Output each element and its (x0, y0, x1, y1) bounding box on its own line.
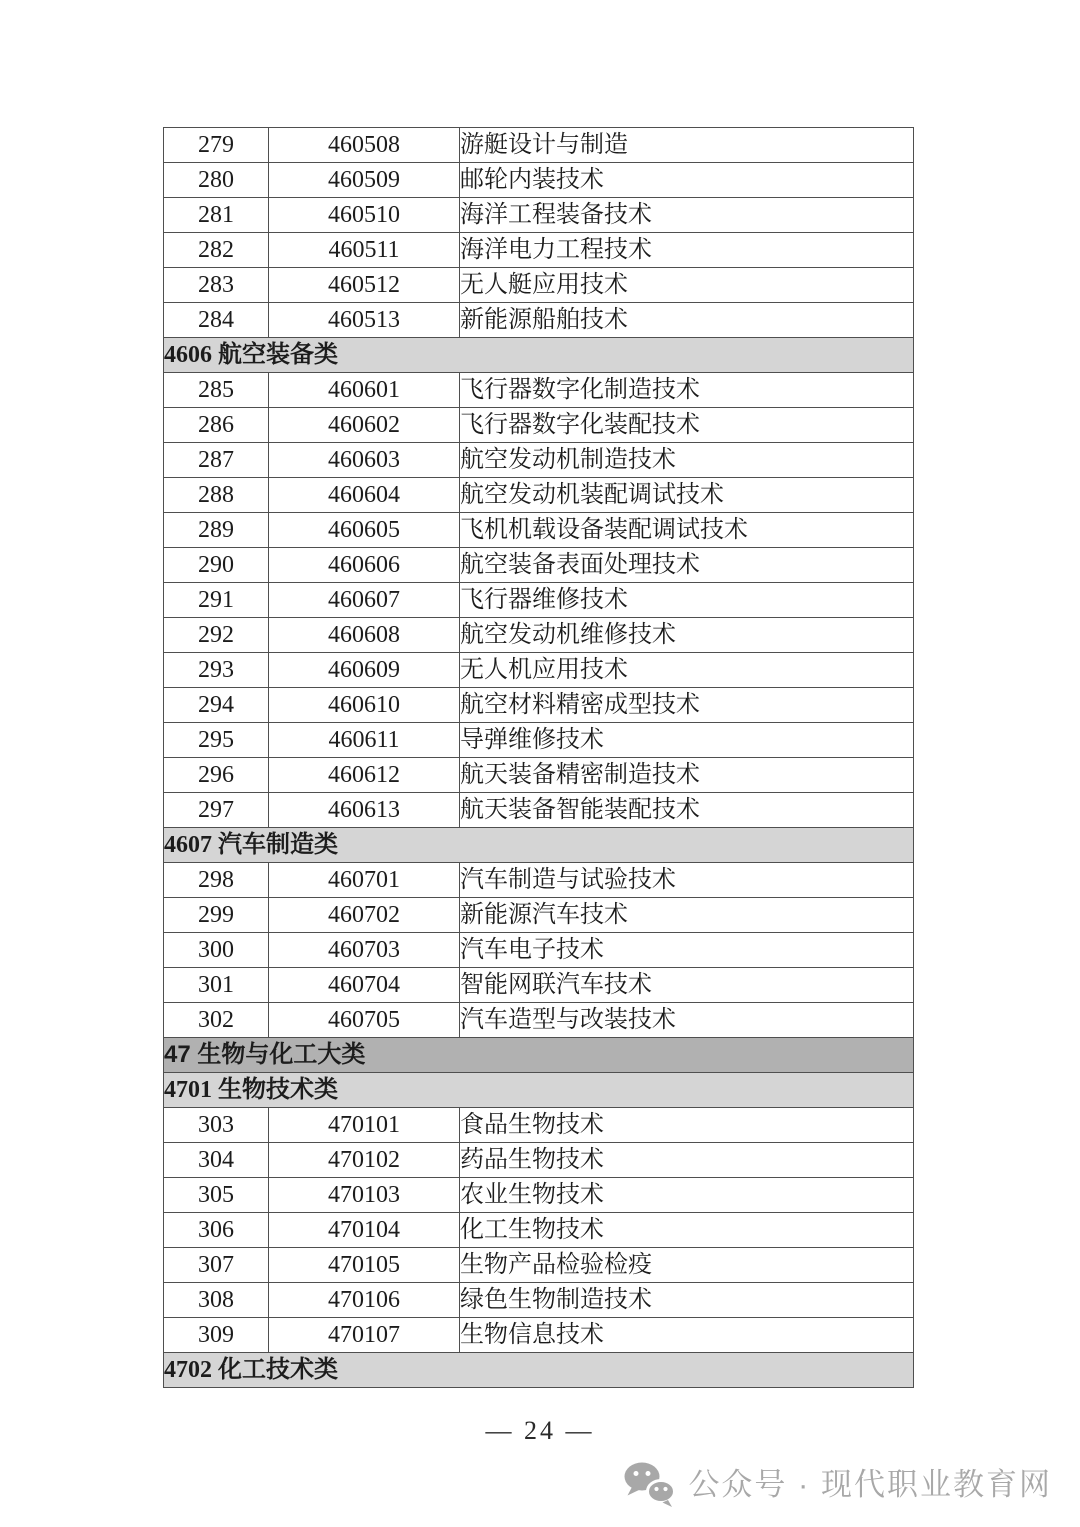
table-row (164, 1213, 914, 1248)
table-row (164, 548, 914, 583)
seq-cell: 293 (164, 653, 269, 688)
code-cell: 460702 (269, 898, 460, 933)
table-row (164, 1318, 914, 1353)
name-cell: 新能源汽车技术 (460, 898, 914, 933)
seq-cell: 296 (164, 758, 269, 793)
code-cell: 460703 (269, 933, 460, 968)
table-row (164, 968, 914, 1003)
name-cell: 航空材料精密成型技术 (460, 688, 914, 723)
section-header-label: 4607 汽车制造类 (164, 828, 914, 863)
code-cell: 460611 (269, 723, 460, 758)
code-cell: 460513 (269, 303, 460, 338)
name-cell: 无人艇应用技术 (460, 268, 914, 303)
seq-cell: 280 (164, 163, 269, 198)
seq-cell: 289 (164, 513, 269, 548)
seq-cell: 292 (164, 618, 269, 653)
table-row (164, 1108, 914, 1143)
specialty-code-table (163, 127, 914, 1388)
table-row (164, 933, 914, 968)
section-header-row (164, 1073, 914, 1108)
code-cell: 460704 (269, 968, 460, 1003)
table-row (164, 793, 914, 828)
seq-cell: 300 (164, 933, 269, 968)
page-number: — 24 — (485, 1416, 595, 1445)
table-row (164, 1143, 914, 1178)
table-row (164, 198, 914, 233)
table-row (164, 618, 914, 653)
name-cell: 航空装备表面处理技术 (460, 548, 914, 583)
table-row (164, 688, 914, 723)
name-cell: 航空发动机制造技术 (460, 443, 914, 478)
table-row (164, 863, 914, 898)
name-cell: 食品生物技术 (460, 1108, 914, 1143)
seq-cell: 306 (164, 1213, 269, 1248)
seq-cell: 304 (164, 1143, 269, 1178)
table-row (164, 653, 914, 688)
seq-cell: 307 (164, 1248, 269, 1283)
seq-cell: 284 (164, 303, 269, 338)
code-cell: 470105 (269, 1248, 460, 1283)
code-cell: 470103 (269, 1178, 460, 1213)
code-cell: 460613 (269, 793, 460, 828)
seq-cell: 279 (164, 128, 269, 163)
code-cell: 460604 (269, 478, 460, 513)
code-cell: 460512 (269, 268, 460, 303)
seq-cell: 303 (164, 1108, 269, 1143)
seq-cell: 299 (164, 898, 269, 933)
code-cell: 460605 (269, 513, 460, 548)
name-cell: 化工生物技术 (460, 1213, 914, 1248)
table-row (164, 268, 914, 303)
seq-cell: 281 (164, 198, 269, 233)
section-header-label: 4702 化工技术类 (164, 1353, 914, 1388)
table-row (164, 128, 914, 163)
seq-cell: 282 (164, 233, 269, 268)
seq-cell: 305 (164, 1178, 269, 1213)
table-row (164, 373, 914, 408)
table-row (164, 478, 914, 513)
section-header-row (164, 828, 914, 863)
category-header-row (164, 1038, 914, 1073)
table-row (164, 1003, 914, 1038)
name-cell: 无人机应用技术 (460, 653, 914, 688)
code-cell: 460608 (269, 618, 460, 653)
table-row (164, 513, 914, 548)
name-cell: 汽车造型与改装技术 (460, 1003, 914, 1038)
seq-cell: 288 (164, 478, 269, 513)
table-row (164, 723, 914, 758)
code-cell: 460610 (269, 688, 460, 723)
seq-cell: 301 (164, 968, 269, 1003)
code-cell: 460612 (269, 758, 460, 793)
code-cell: 460508 (269, 128, 460, 163)
seq-cell: 287 (164, 443, 269, 478)
section-header-row (164, 338, 914, 373)
table-row (164, 1248, 914, 1283)
table-row (164, 583, 914, 618)
code-cell: 460602 (269, 408, 460, 443)
name-cell: 导弹维修技术 (460, 723, 914, 758)
table-row (164, 898, 914, 933)
seq-cell: 309 (164, 1318, 269, 1353)
name-cell: 生物信息技术 (460, 1318, 914, 1353)
code-cell: 460601 (269, 373, 460, 408)
name-cell: 药品生物技术 (460, 1143, 914, 1178)
code-cell: 460509 (269, 163, 460, 198)
name-cell: 新能源船舶技术 (460, 303, 914, 338)
seq-cell: 286 (164, 408, 269, 443)
code-cell: 460603 (269, 443, 460, 478)
code-cell: 470106 (269, 1283, 460, 1318)
code-cell: 460609 (269, 653, 460, 688)
wechat-account-label: 公众号 · 现代职业教育网 (688, 1466, 1052, 1502)
seq-cell: 291 (164, 583, 269, 618)
table-row (164, 443, 914, 478)
table-row (164, 303, 914, 338)
table-body (164, 128, 914, 1388)
section-header-row (164, 1353, 914, 1388)
seq-cell: 290 (164, 548, 269, 583)
name-cell: 农业生物技术 (460, 1178, 914, 1213)
code-cell: 460510 (269, 198, 460, 233)
table-row (164, 758, 914, 793)
seq-cell: 283 (164, 268, 269, 303)
category-header-label: 47 生物与化工大类 (164, 1038, 914, 1073)
code-cell: 460511 (269, 233, 460, 268)
name-cell: 飞行器数字化装配技术 (460, 408, 914, 443)
code-cell: 460606 (269, 548, 460, 583)
wechat-icon (622, 1461, 676, 1507)
name-cell: 海洋工程装备技术 (460, 198, 914, 233)
seq-cell: 285 (164, 373, 269, 408)
code-cell: 470107 (269, 1318, 460, 1353)
name-cell: 游艇设计与制造 (460, 128, 914, 163)
seq-cell: 298 (164, 863, 269, 898)
name-cell: 飞行器维修技术 (460, 583, 914, 618)
seq-cell: 297 (164, 793, 269, 828)
name-cell: 飞行器数字化制造技术 (460, 373, 914, 408)
name-cell: 航空发动机维修技术 (460, 618, 914, 653)
name-cell: 飞机机载设备装配调试技术 (460, 513, 914, 548)
wechat-watermark (622, 1461, 1052, 1507)
code-cell: 470104 (269, 1213, 460, 1248)
table-row (164, 163, 914, 198)
name-cell: 汽车电子技术 (460, 933, 914, 968)
name-cell: 航天装备精密制造技术 (460, 758, 914, 793)
seq-cell: 295 (164, 723, 269, 758)
seq-cell: 294 (164, 688, 269, 723)
name-cell: 邮轮内装技术 (460, 163, 914, 198)
name-cell: 绿色生物制造技术 (460, 1283, 914, 1318)
table-row (164, 233, 914, 268)
code-cell: 460701 (269, 863, 460, 898)
name-cell: 生物产品检验检疫 (460, 1248, 914, 1283)
name-cell: 航天装备智能装配技术 (460, 793, 914, 828)
table-row (164, 1283, 914, 1318)
code-cell: 470101 (269, 1108, 460, 1143)
seq-cell: 302 (164, 1003, 269, 1038)
code-cell: 460705 (269, 1003, 460, 1038)
name-cell: 航空发动机装配调试技术 (460, 478, 914, 513)
section-header-label: 4606 航空装备类 (164, 338, 914, 373)
table-row (164, 408, 914, 443)
table-row (164, 1178, 914, 1213)
code-cell: 460607 (269, 583, 460, 618)
name-cell: 智能网联汽车技术 (460, 968, 914, 1003)
name-cell: 汽车制造与试验技术 (460, 863, 914, 898)
seq-cell: 308 (164, 1283, 269, 1318)
section-header-label: 4701 生物技术类 (164, 1073, 914, 1108)
code-cell: 470102 (269, 1143, 460, 1178)
name-cell: 海洋电力工程技术 (460, 233, 914, 268)
